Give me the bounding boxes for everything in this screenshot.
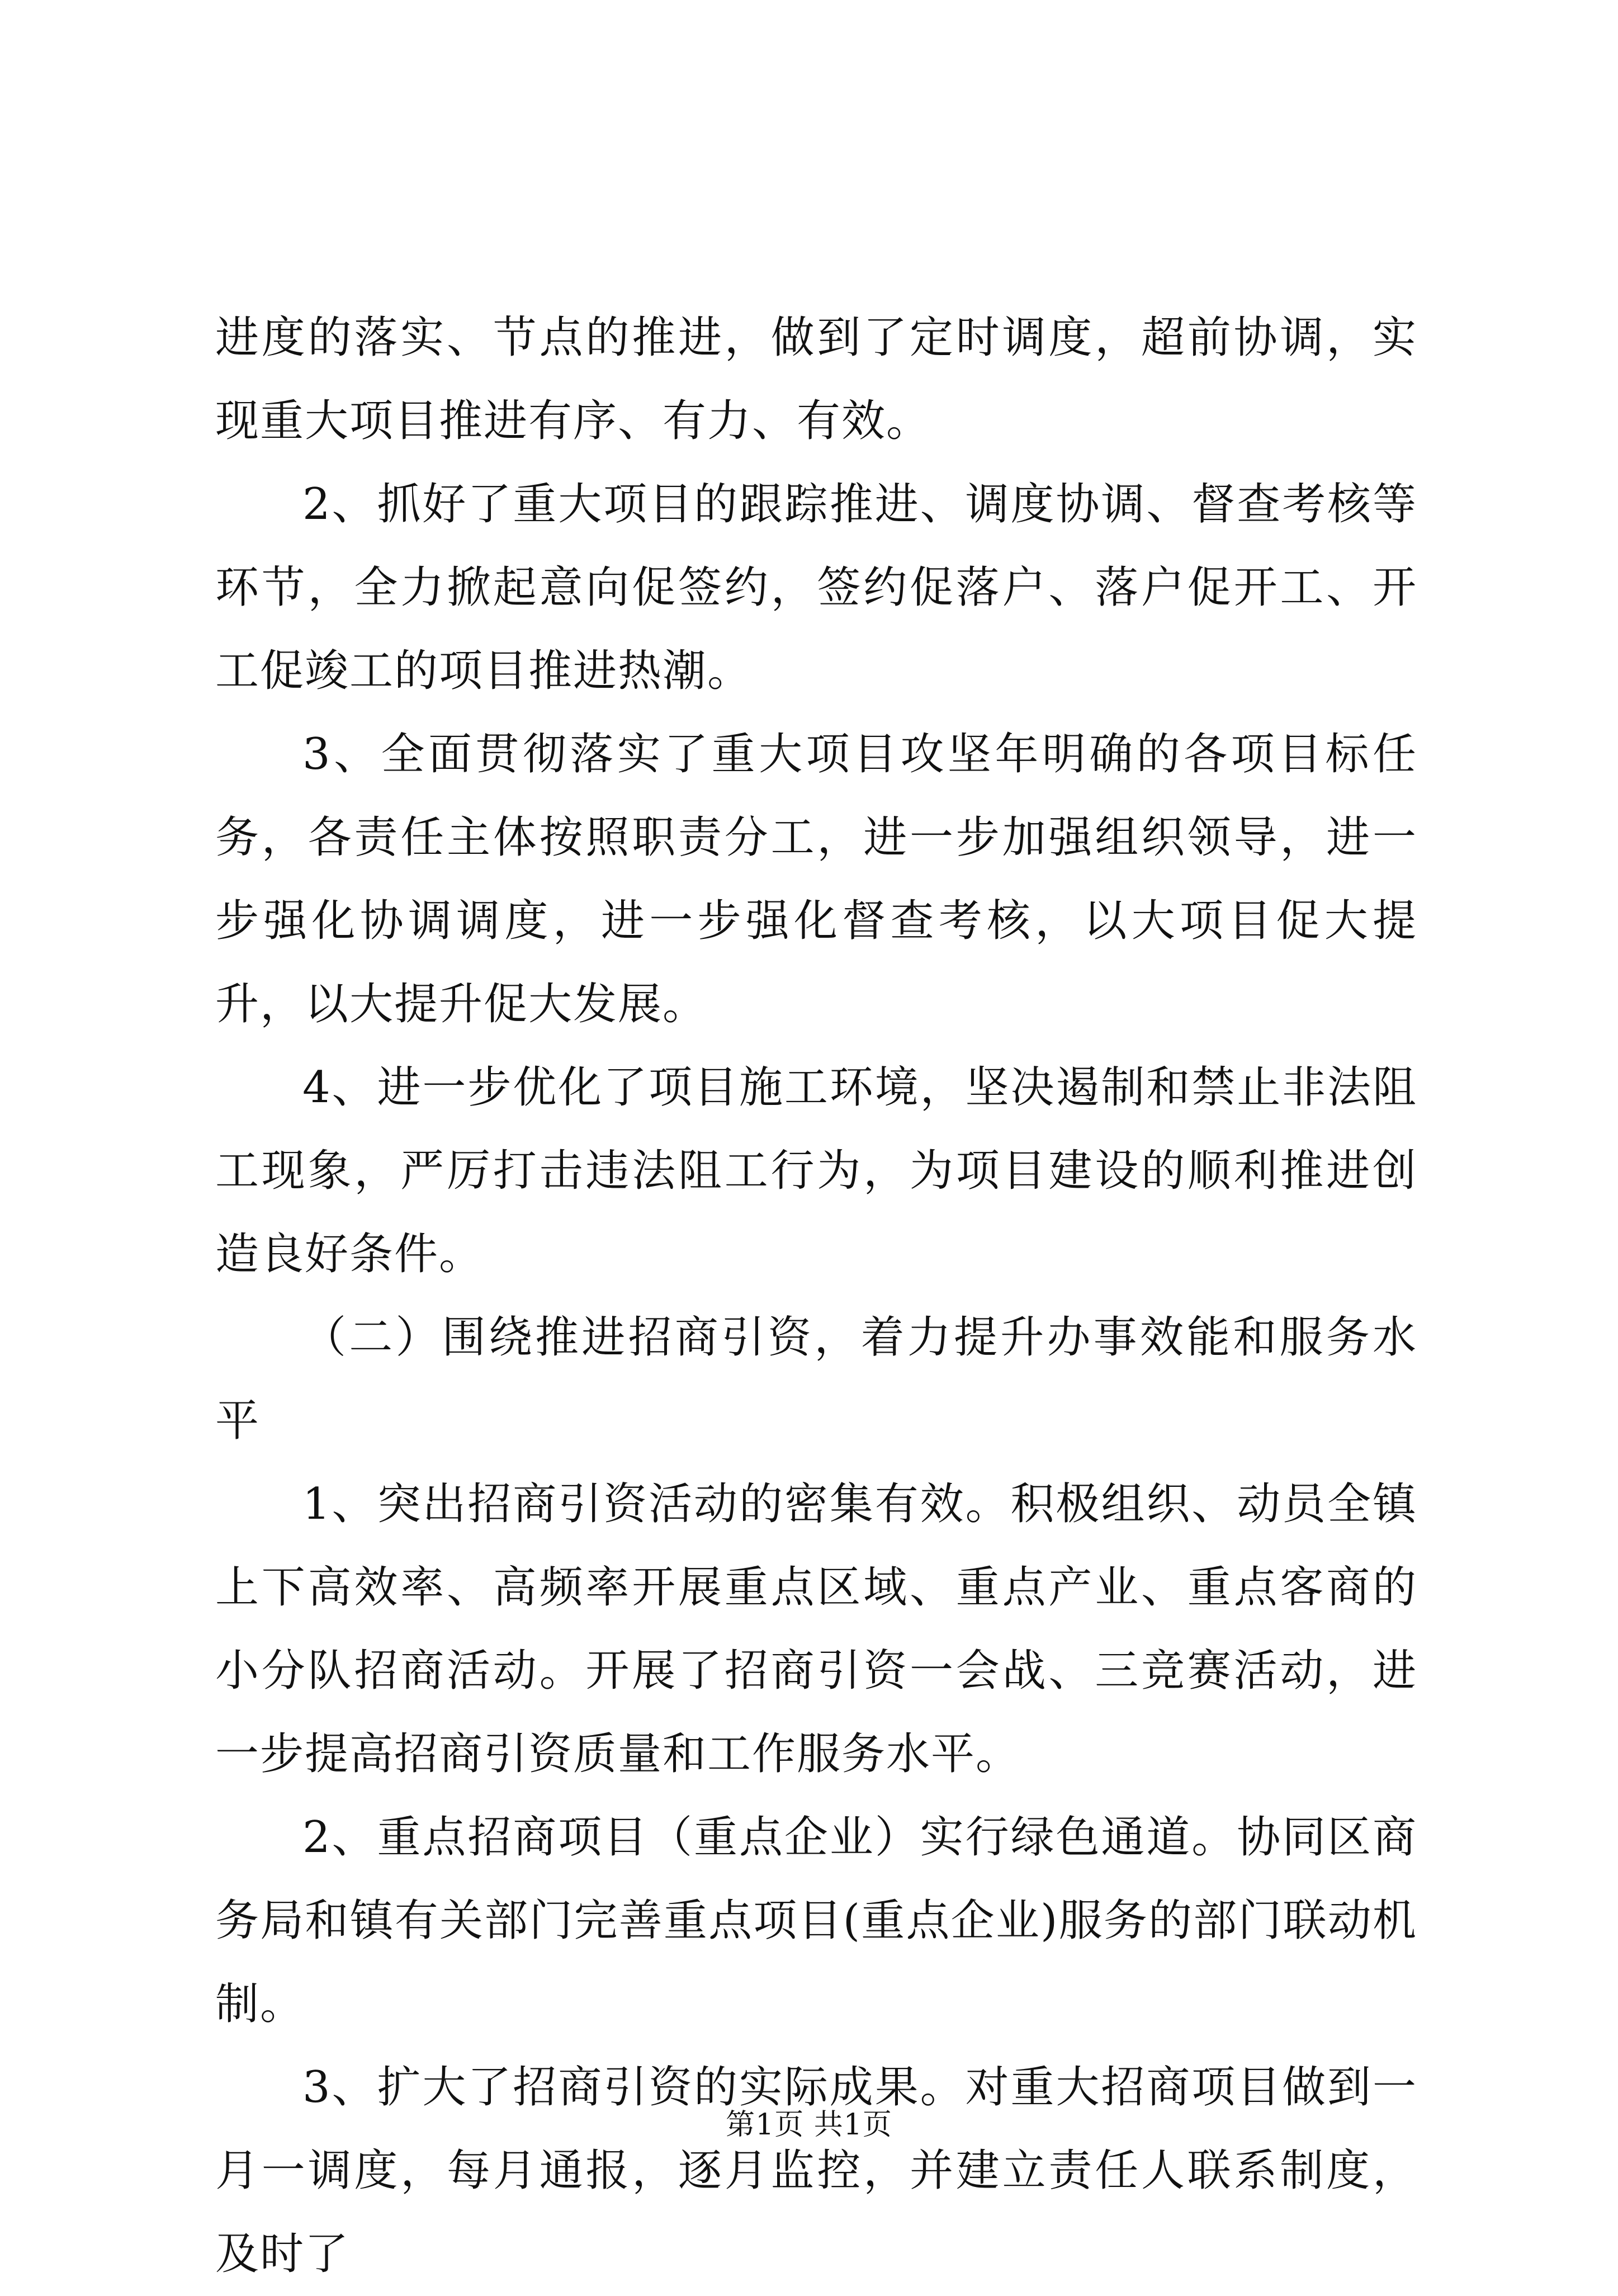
page-footer: 第1页 共1页 (726, 2108, 892, 2142)
paragraph-7: 3、扩大了招商引资的实际成果。对重大招商项目做到一月一调度，每月通报，逐月监控，并建立责任人联系制度，及时了 (215, 2062, 1417, 2279)
paragraph-1: 进度的落实、节点的推进，做到了定时调度，超前协调，实现重大项目推进有序、有力、有效。 (215, 313, 1417, 446)
section-heading: （二）围绕推进招商引资，着力提升办事效能和服务水平 (215, 1312, 1417, 1446)
paragraph-6: 2、重点招商项目（重点企业）实行绿色通道。协同区商务局和镇有关部门完善重点项目(重点企业)服务的部门联动机制。 (215, 1812, 1417, 2029)
paragraph-3: 3、全面贯彻落实了重大项目攻坚年明确的各项目标任务，各责任主体按照职责分工，进一步加强组织领导，进一步强化协调调度，进一步强化督查考核，以大项目促大提升，以大提升促大发展。 (215, 729, 1417, 1029)
paragraph-2: 2、抓好了重大项目的跟踪推进、调度协调、督查考核等环节，全力掀起意向促签约，签约促落户、落户促开工、开工促竣工的项目推进热潮。 (215, 479, 1417, 696)
document-body (215, 296, 1417, 2296)
paragraph-5: 1、突出招商引资活动的密集有效。积极组织、动员全镇上下高效率、高频率开展重点区域、重点产业、重点客商的小分队招商活动。开展了招商引资一会战、三竞赛活动，进一步提高招商引资质量和工作服务水平。 (215, 1479, 1417, 1779)
paragraph-4: 4、进一步优化了项目施工环境，坚决遏制和禁止非法阻工现象，严厉打击违法阻工行为，为项目建设的顺利推进创造良好条件。 (215, 1062, 1417, 1279)
